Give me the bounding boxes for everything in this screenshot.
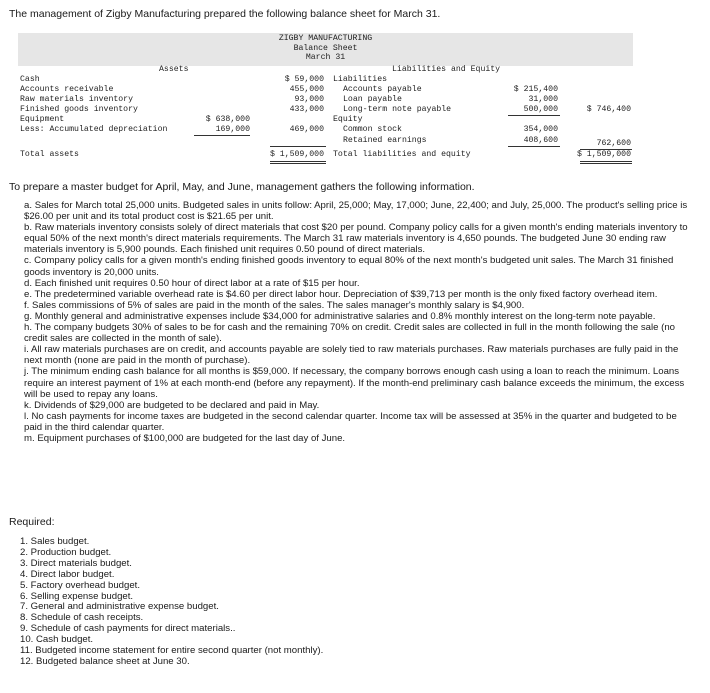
required-item: 11. Budgeted income statement for entire second quarter (not monthly). bbox=[20, 645, 324, 657]
list-item: k. Dividends of $29,000 are budgeted to be declared and paid in May. bbox=[24, 399, 320, 411]
list-item: h. The company budgets 30% of sales to be for cash and the remaining 70% on credit. Credit sales are collected in full in the month following the sale (no credit sales are collected in the month of sale). bbox=[24, 322, 675, 345]
list-item: m. Equipment purchases of $100,000 are budgeted for the last day of June. bbox=[24, 432, 346, 444]
list-item: e. The predetermined variable overhead rate is $4.60 per direct labor hour. Depreciation of $39,713 per month is the only fixed factory overhead item. bbox=[24, 288, 658, 300]
balance-sheet bbox=[18, 33, 633, 163]
required-item: 1. Sales budget. bbox=[20, 536, 90, 547]
lt-note-value: 500,000 bbox=[523, 105, 558, 114]
common-stock-label: Common stock bbox=[343, 125, 402, 134]
required-item: 9. Schedule of cash payments for direct materials.. bbox=[20, 623, 236, 635]
list-item: j. The minimum ending cash balance for all months is $59,000. If necessary, the company borrows enough cash using a loan to reach the minimum. Loans require an interest payment of 1% at each month-end (before any repayment). If the month-end preliminary cash balance exceeds the minimum, the excess will be used to repay any loans. bbox=[24, 366, 685, 400]
lt-note-label: Long-term note payable bbox=[343, 105, 452, 114]
retained-earnings-label: Retained earnings bbox=[343, 136, 427, 145]
list-item: i. All raw materials purchases are on credit, and accounts payable are solely tied to raw materials purchases. Raw materials purchases are fully paid in the next month (none are paid in the month of purchase). bbox=[24, 344, 679, 367]
cash-value: $ 59,000 bbox=[284, 75, 324, 84]
information-list bbox=[24, 200, 696, 444]
rm-value: 93,000 bbox=[294, 95, 324, 104]
total-assets-label: Total assets bbox=[20, 150, 79, 159]
ar-value: 455,000 bbox=[289, 85, 324, 94]
liabilities-equity-header: Liabilities and Equity bbox=[392, 65, 501, 74]
required-item: 6. Selling expense budget. bbox=[20, 590, 134, 602]
list-item: d. Each finished unit requires 0.50 hour of direct labor at a rate of $15 per hour. bbox=[24, 277, 360, 289]
assets-header: Assets bbox=[159, 65, 189, 74]
loan-label: Loan payable bbox=[343, 95, 402, 104]
net-equipment-value: 469,000 bbox=[289, 125, 324, 134]
list-item: l. No cash payments for income taxes are budgeted in the second calendar quarter. Income tax will be assessed at 35% in the quarter and budgeted to be paid in the third calendar quarter. bbox=[24, 410, 677, 433]
rm-label: Raw materials inventory bbox=[20, 95, 134, 104]
ar-label: Accounts receivable bbox=[20, 85, 114, 94]
master-budget-intro: To prepare a master budget for April, May, and June, management gathers the following information. bbox=[9, 181, 475, 193]
required-item: 5. Factory overhead budget. bbox=[20, 579, 140, 591]
list-item: a. Sales for March total 25,000 units. Budgeted sales in units follow: April, 25,000; May, 17,000; June, 22,400; and July, 25,000. The product's selling price is $26.00 per unit and its total product cost is $21.65 per unit. bbox=[24, 200, 688, 223]
statement-date: March 31 bbox=[305, 53, 346, 62]
list-item: c. Company policy calls for a given month's ending finished goods inventory to equal 80% of the next month's budgeted unit sales. The March 31 finished goods inventory is 20,000 units. bbox=[24, 255, 674, 278]
required-item: 7. General and administrative expense budget. bbox=[20, 601, 219, 613]
total-equity-value: 762,600 bbox=[596, 139, 631, 148]
ap-label: Accounts payable bbox=[343, 85, 422, 94]
required-item: 12. Budgeted balance sheet at June 30. bbox=[20, 655, 190, 667]
balance-sheet-title-block bbox=[18, 34, 633, 63]
list-item: g. Monthly general and administrative expenses include $34,000 for administrative salaries and 0.8% monthly interest on the long-term note payable. bbox=[24, 310, 656, 322]
total-liabilities-value: $ 746,400 bbox=[586, 105, 631, 114]
equipment-label: Equipment bbox=[20, 115, 65, 124]
common-stock-value: 354,000 bbox=[523, 125, 558, 134]
accum-dep-label: Less: Accumulated depreciation bbox=[20, 125, 168, 134]
company-name: ZIGBY MANUFACTURING bbox=[278, 34, 373, 43]
fg-label: Finished goods inventory bbox=[20, 105, 138, 114]
total-le-label: Total liabilities and equity bbox=[333, 150, 471, 159]
total-le-value: $ 1,509,000 bbox=[576, 150, 631, 159]
retained-earnings-value: 408,600 bbox=[523, 136, 558, 145]
statement-title: Balance Sheet bbox=[293, 43, 358, 53]
required-item: 10. Cash budget. bbox=[20, 634, 94, 646]
required-item: 4. Direct labor budget. bbox=[20, 568, 115, 580]
liabilities-label: Liabilities bbox=[333, 75, 388, 84]
required-item: 3. Direct materials budget. bbox=[20, 557, 132, 569]
required-item: 2. Production budget. bbox=[20, 546, 112, 558]
ap-value: $ 215,400 bbox=[513, 85, 558, 94]
fg-value: 433,000 bbox=[289, 105, 324, 114]
loan-value: 31,000 bbox=[528, 95, 558, 104]
equity-label: Equity bbox=[333, 115, 363, 124]
cash-label: Cash bbox=[20, 75, 40, 84]
list-item: f. Sales commissions of 5% of sales are paid in the month of the sales. The sales manager's monthly salary is $4,900. bbox=[24, 299, 525, 311]
intro-text: The management of Zigby Manufacturing prepared the following balance sheet for March 31. bbox=[9, 8, 441, 20]
equipment-value: $ 638,000 bbox=[205, 115, 250, 124]
list-item: b. Raw materials inventory consists solely of direct materials that cost $20 per pound. Company policy calls for a given month's ending materials inventory to equal 50% of the next month's direct materials requirements. The March 31 raw materials inventory is 4,650 pounds. The budgeted June 30 ending raw materials inventory is 5,900 pounds. Each finished unit requires 0.50 pound of direct materials. bbox=[24, 222, 688, 256]
required-item: 8. Schedule of cash receipts. bbox=[20, 612, 144, 624]
accum-dep-value: 169,000 bbox=[215, 125, 250, 134]
total-assets-value: $ 1,509,000 bbox=[269, 150, 324, 159]
required-list bbox=[20, 537, 323, 668]
required-heading: Required: bbox=[9, 516, 55, 528]
